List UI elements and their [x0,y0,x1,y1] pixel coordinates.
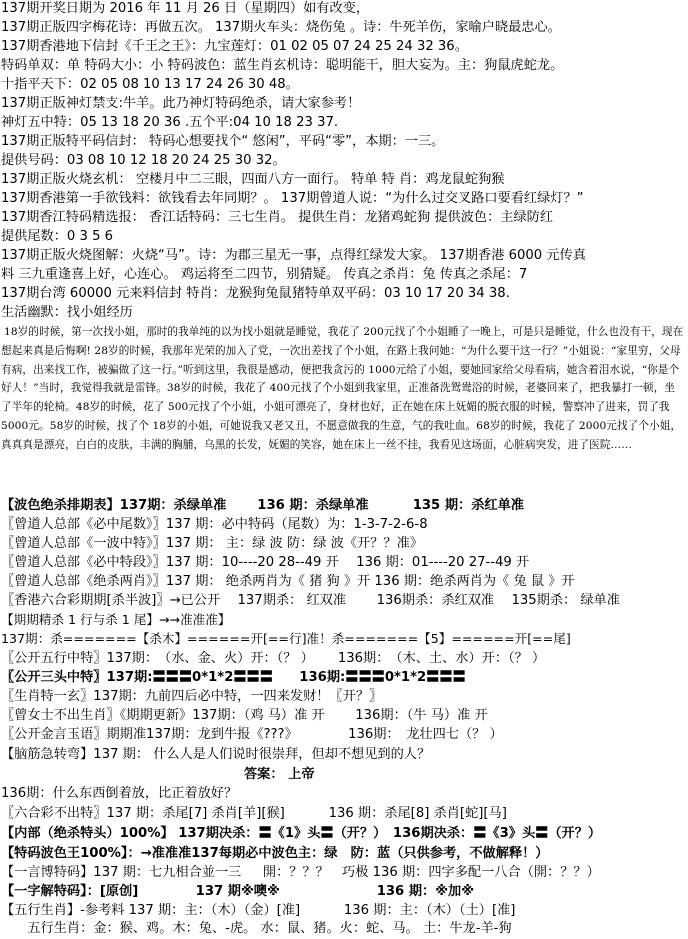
line-three-heads: 〖公开三头中特〗137期:〓〓〓0*1*2〓〓〓 136期:〓〓〓0*1*2〓〓〓 [1,670,466,685]
line-must-segment: 〖曾道人总部《必中特段》〗137 期：10----20 28--49 开 136 期：01----20 27--49 开 [1,555,530,570]
line-xiangjiang: 137期香江特码精选报： 香江话特码：三七生肖。 提供生肖：龙猪鸡蛇狗 提供波色：主绿防红 [1,210,554,225]
line-fire-diagram: 137期正版火烧图解：火烧“马”。诗：为郡三星无一事，点得红绿发大家。 137期香港 6000 元传真 [1,248,586,263]
line-humor-title: 生活幽默：找小姐经历 [1,305,133,320]
line-five-elements: 〖公开五行中特〗137期： （水、金、火）开：（？ ） 136期： （木、土、水）开：（？ ） [1,651,546,666]
line-wave-kill: 【波色绝杀排期表】137期：杀绿单准 136 期：杀绿单准 135 期：杀红单准 [1,498,524,513]
line-fire-mystery: 137期正版火烧玄机： 空楼月中二三眼，四面八方一面行。 特单 特 肖：鸡龙鼠蛇狗猴 [1,172,505,187]
line-answer: 答案： 上帝 [244,767,315,782]
line-special-attrs: 特码单双：单 特码大小：小 特码波色：蓝生肖玄机诗：聪明能干，胆大妄为。主：狗鼠虎蛇龙。 [1,58,564,73]
line-lamp-five: 神灯五中特：05 13 18 20 36 .五个平:04 10 18 23 37. [1,115,339,130]
line-five-zodiac-list: 五行生肖：金：猴、鸡。木：兔、-虎。 水：鼠、猪。火：蛇、马。 土：牛龙-羊-狗 [1,921,512,936]
line-plum-poem: 137期正版四字梅花诗：再做五次。 137期火车头：烧伤兔 。诗：牛死羊伤，家喻户晓最忠心。 [1,20,561,35]
line-one-char: 【一字解特码】：[原创] 137 期※噢※ 136 期：※加※ [1,884,475,899]
line-five-zodiac: 【五行生肖】-参考料 137 期：主：（木）（金）[准] 136 期：主：（木）（土）[准] [1,903,516,918]
line-golden-words: 〖公开金言玉语〗期期准137期：龙到牛报《???》 136期： 龙壮四七（？ ） [1,727,503,742]
line-flat-envelope: 137期正版特平码信封： 特码心想要找个“ 悠闲”，平码“零”，本期：一三。 [1,134,445,149]
line-half-wave: 〖香港六合彩期期[杀半波]〗→已公开 137期杀： 红双准 136期杀：杀红双准 135期杀： 绿单准 [1,593,620,608]
line-precise-kill: 【期期精杀 1 行与杀 1 尾】→→准准准】 [1,612,231,627]
line-brain-teaser: 【脑筋急转弯】137 期： 什么人是人们说时很崇拜，但却不想见到的人？ [1,747,431,762]
line-one-word-bet: 【一言博特码】137 期：七九相合並一三 開：？？？ 巧极 136 期：四字多配一八合（開：？？） [1,865,600,880]
line-lamp-forbid: 137期正版神灯禁支:牛羊。此乃神灯特码绝杀，请大家参考！ [1,96,361,111]
line-draw-date: 137期开奖日期为 2016 年 11 月 26 日（星期四）如有改变， [1,1,370,16]
humor-story: 18岁的时候，第一次找小姐，那时的我单纯的以为找小姐就是睡觉，我花了 200元找了个小姐睡了一晚上，可是只是睡觉，什么也没有干，现在想起来真是后悔啊! 28岁的时候，我那年光荣的加入了党，一次出差找了个小姐，在路上我问她：“为什么要干这一行？”小姐说：“家里穷，父母有病，出来找工作，被骗做了这一行。”听到这里，我很是感动，便把我贪污的 1000元给了小姐，要她回家给父母看病，她含着泪水说，“你是个好人！”当时，我觉得我就是雷锋。38岁的时候，我花了 400元找了个小姐到我家里，正准备洗鸳鸯浴的时候，老婆回来了，把我暴打一顿，坐了半年的轮椅。48岁的时候，花了 500元找了个小姐，小姐可漂亮了，身材也好，正在她在床上妩媚的脱衣服的时候，警察冲了进来，罚了我 5000元。58岁的时候，找了个 18岁的小姐，可她说我又老又丑，不愿意做我的生意，气的我吐血。68岁的时候，我花了 2000元找了个小姐，真真真是漂亮，白白的皮肤，丰满的胸脯，乌黑的长发，妩媚的笑容，她在床上一丝不挂，我看见这场面，心脏病突发，进了医院…… [1,326,684,451]
line-fax-material: 料 三九重逢喜上好，心连心。 鸡运将至二四节，别猜疑。 传真之杀肖：兔 传真之杀尾：7 [1,267,528,282]
line-wave-king: 【特码波色王100%】：→准准准137每期必中波色主：绿 防：蓝（只供参考，不做解释！） [1,846,549,861]
line-ms-zeng: 〖曾女士不出生肖〗《期期更新》137期：（鸡 马）准 开 136期：（牛 马）准 开 [1,708,488,723]
line-kill-two: 〖曾道人总部《绝杀两肖》〗137 期： 绝杀两肖为《 猪 狗 》开 136 期：绝杀两肖为《 兔 鼠 》开 [1,574,575,589]
line-must-tail: 〖曾道人总部《必中尾数》〗137 期：必中特码（尾数）为：1-3-7-2-6-8 [1,517,428,532]
line-taiwan-envelope: 137期台湾 60000 元来料信封 特肖：龙猴狗兔鼠猪特单双平码：03 10 17 20 34 38. [1,286,510,301]
line-one-wave: 〖曾道人总部《一波中特》〗137 期： 主：绿 波 防：绿 波《开？？准》 [1,536,423,551]
line-internal-kill: 【内部（绝杀特头）100%】 137期决杀：〓《1》头〓（开？） 136期决杀：〓《3》头〓（开？） [1,826,602,841]
line-no-special: 〖六合彩不出特〗137 期：杀尾[7] 杀肖[羊][猴] 136 期：杀尾[8] 杀肖[蛇][马] [1,806,507,821]
line-136-question: 136期：什么东西倒着放，比正着放好？ [1,786,238,801]
line-ten-fingers: 十指平天下：02 05 08 10 13 17 24 26 30 48。 [1,77,299,92]
line-provided-numbers: 提供号码：03 08 10 12 18 20 24 25 30 32。 [1,153,286,168]
line-zodiac-mystery: 〖生肖特一玄〗137期：九前四后必中特，一四来发财！〖开？〗 [1,689,383,704]
line-provided-tails: 提供尾数：0 3 5 6 [1,229,114,244]
line-kill-wood: 137期：杀=======【杀木】======开[==行]准！杀=======【5】======开[==尾] [1,631,571,646]
line-hk-envelope: 137期香港地下信封《千王之王》：九宝莲灯：01 02 05 07 24 25 24 32 36。 [1,39,468,54]
line-hk-first-hand: 137期香港第一手欲钱料：欲钱看去年同期？。 137期曾道人说：“为什么过交叉路口要看红绿灯？” [1,191,584,206]
